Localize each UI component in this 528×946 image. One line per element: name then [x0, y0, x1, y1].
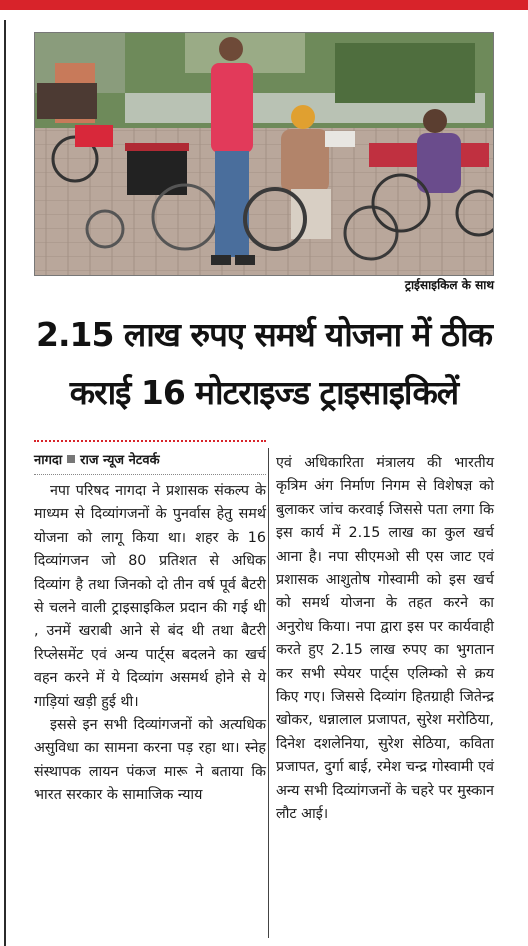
article-paragraph-3: एवं अधिकारिता मंत्रालय की भारतीय कृत्रिम अंग निर्माण निगम से विशेषज्ञ को बुलाकर जांच करवाई जिससे पता लगा कि इस कार्य में 2.15 लाख का कुल खर्च आना है। नपा सीएमओ सी एस जाट एवं प्रशासक आशुतोष गोस्वामी को इस खर्च को समर्थ योजना के तहत करने का अनुरोध किया। नपा द्वारा इस पर कार्यवाही करते हुए 2.15 लाख रुपए का भुगतान कर सभी स्पेयर पार्ट्स एलिम्को से क्रय किए गए। जिससे दिव्यांग हितग्राही जितेन्द्र खोकर, धन्नालाल प्रजापत, सुरेश मरोठिया, दिनेश दशलेनिया, सुरेश सेठिया, कविता प्रजापत, दुर्गा बाई, रमेश चन्द्र गोस्वामी एवं अन्य सभी दिव्यांगजनों के चहरे पर मुस्कान लौट आई।: [276, 455, 494, 823]
news-photo: [34, 32, 494, 276]
wheelchair: [127, 151, 187, 195]
tricycle-photo-illustration: [35, 33, 493, 275]
standing-man-shirt: [211, 63, 253, 153]
byline: [34, 450, 266, 468]
seated-man-turban: [291, 105, 315, 129]
byline-bottom-rule: [34, 474, 266, 475]
standing-man-jeans: [215, 151, 249, 257]
headline-line-2: कराई 16 मोटराइज्ड ट्राइसाइकिलें: [69, 373, 459, 412]
byline-place: नागदा: [34, 453, 63, 468]
article-column-1: [34, 480, 266, 808]
headline: [20, 306, 508, 422]
photo-caption: ट्राईसाइकिल के साथ: [404, 278, 494, 292]
headline-line-1: 2.15 लाख रुपए समर्थ योजना में ठीक: [36, 315, 492, 354]
article-column-2: [276, 452, 494, 827]
standing-man-head: [219, 37, 243, 61]
article-paragraph-2: इससे इन सभी दिव्यांगजनों को अत्यधिक असुविधा का सामना करना पड़ रहा था। स्नेह संस्थापक लायन पंकज मारू ने बताया कि भारत सरकार के सामाजिक न्याय: [34, 717, 266, 804]
left-column-rule: [4, 20, 6, 946]
byline-top-rule: [34, 440, 266, 442]
byline-separator: [67, 455, 75, 463]
masthead-red-bar: [0, 0, 528, 10]
column-divider: [268, 448, 269, 938]
byline-agency: राज न्यूज नेटवर्क: [80, 453, 160, 468]
article-paragraph-1: नपा परिषद नागदा ने प्रशासक संकल्प के माध्यम से दिव्यांगजनों के पुनर्वास हेतु समर्थ योजना को लागू किया था। शहर के 16 दिव्यांगजन जो 80 प्रतिशत से अधिक दिव्यांग है तथा जिनको दो तीन वर्ष पूर्व बैटरी से चलने वाली ट्राइसाइकिल प्रदान की गई थी , उनमें खराबी आने से बंद थी तथा बैटरी रिप्लेसमेंट एवं अन्य पार्ट्स बदलने का खर्च वहन करने में ये दिव्यांग असमर्थ होने से ये गाड़ियां खड़ी हुई थी।: [34, 483, 266, 710]
